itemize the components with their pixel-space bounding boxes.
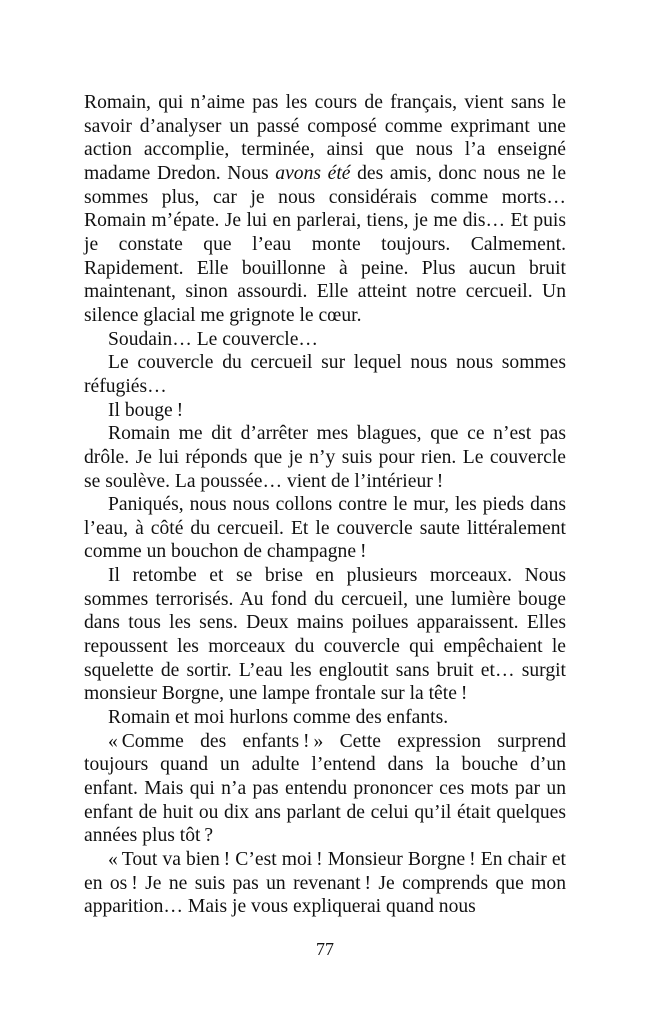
paragraph: Il bouge ! bbox=[108, 399, 184, 421]
paragraph-text: des amis, donc nous ne le sommes plus, car je nous considérais comme morts… Romain m’épate. Je lui en parlerai, tiens, je me dis… Et puis je constate que l’eau monte toujours. Calmement. Rapidement. Elle bouillonne à peine. Plus aucun bruit maintenant, sinon assourdi. Elle atteint notre cercueil. Un silence glacial me grignote le cœur. bbox=[84, 162, 567, 326]
paragraph: Soudain… Le couvercle… bbox=[108, 328, 319, 350]
paragraph: Romain et moi hurlons comme des enfants. bbox=[108, 707, 449, 729]
paragraph: Paniqués, nous nous collons contre le mur, les pieds dans l’eau, à côté du cercueil. Et le couvercle saute littéralement comme un bouchon de champagne ! bbox=[84, 494, 566, 563]
emphasized-text: avons été bbox=[275, 162, 351, 184]
paragraph: « Tout va bien ! C’est moi ! Monsieur Borgne ! En chair et en os ! Je ne suis pas un revenant ! Je comprends que mon apparition… Mais je vous expliquerai quand nous bbox=[84, 849, 566, 918]
paragraph bbox=[84, 91, 566, 328]
paragraph: Romain me dit d’arrêter mes blagues, que ce n’est pas drôle. Je lui réponds que je n’y suis pour rien. Le couvercle se soulève. La poussée… vient de l’intérieur ! bbox=[84, 423, 566, 492]
paragraph: Le couvercle du cercueil sur lequel nous nous sommes réfugiés… bbox=[84, 352, 566, 397]
paragraph: Il retombe et se brise en plusieurs morceaux. Nous sommes terrorisés. Au fond du cercueil, une lumière bouge dans tous les sens. Deux mains poilues apparaissent. Elles repoussent les morceaux du couvercle qui empêchaient le squelette de sortir. L’eau les engloutit sans bruit et… surgit monsieur Borgne, une lampe frontale sur la tête ! bbox=[84, 565, 566, 705]
page-body bbox=[84, 91, 566, 919]
paragraph: « Comme des enfants ! » Cette expression surprend toujours quand un adulte l’entend dans la bouche d’un enfant. Mais qui n’a pas entendu prononcer ces mots par un enfant de huit ou dix ans parlant de celui qu’il était quelques années plus tôt ? bbox=[84, 730, 566, 847]
page-number: 77 bbox=[316, 939, 334, 959]
paragraph-text: Romain, qui n’aime pas les cours de français, vient sans le savoir d’analyser un passé composé comme exprimant une action accomplie, terminée, ainsi que nous l’a enseigné madame Dredon. Nous bbox=[84, 92, 566, 184]
